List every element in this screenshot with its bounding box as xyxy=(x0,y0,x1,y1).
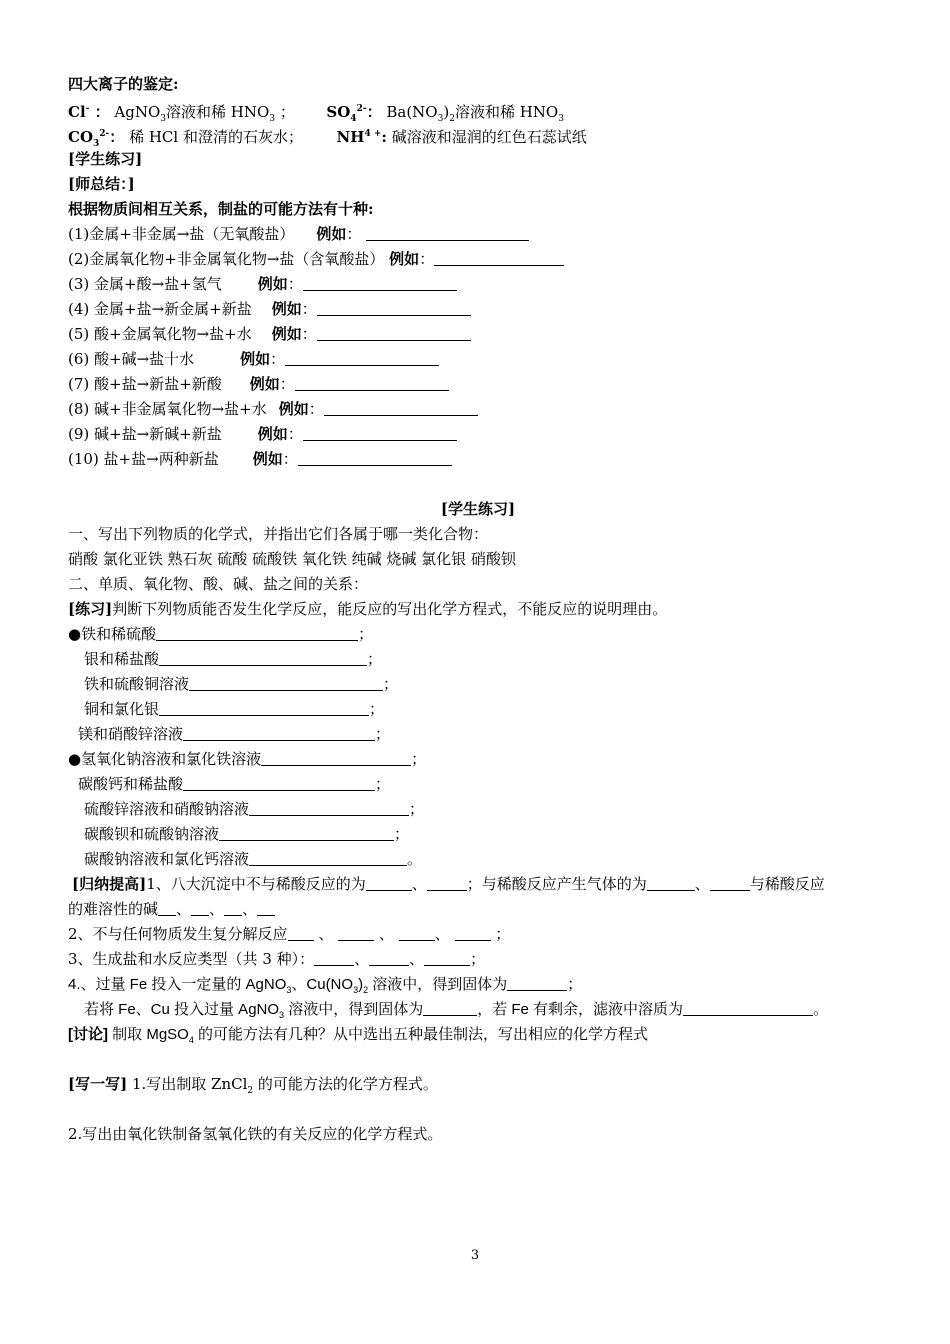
practice-title: [学生练习] xyxy=(440,500,516,518)
method-item: (6) 酸+碱→盐十水 例如： xyxy=(68,347,888,372)
answer-blank[interactable] xyxy=(427,875,467,891)
answer-blank[interactable] xyxy=(399,925,435,941)
page-number: 3 xyxy=(470,1248,480,1263)
practice-question-1: 一、写出下列物质的化学式，并指出它们各属于哪一类化合物： xyxy=(68,525,489,543)
document-page xyxy=(68,72,888,1147)
answer-blank[interactable] xyxy=(295,375,449,391)
summary-line-1: [归纳提高]1、八大沉淀中不与稀酸反应的为 、 ；与稀酸反应产生气体的为 、 与稀酸反应 xyxy=(72,875,825,893)
ions-line-2 xyxy=(68,122,888,147)
answer-blank[interactable] xyxy=(285,350,439,366)
co3-reagent: 稀 HCl 和澄清的石灰水； xyxy=(129,128,303,146)
answer-blank[interactable] xyxy=(303,275,457,291)
answer-blank[interactable] xyxy=(189,675,383,691)
nh4-label: $NH^{4 +}$: xyxy=(336,128,387,146)
answer-blank[interactable] xyxy=(288,925,314,941)
answer-blank[interactable] xyxy=(249,800,409,816)
methods-title: 根据物质间相互关系，制盐的可能方法有十种: xyxy=(68,200,374,218)
heading-teacher-summary: [师总结：] xyxy=(68,175,135,193)
bullet-icon: ● xyxy=(68,625,82,643)
reaction-list xyxy=(68,622,888,872)
answer-blank[interactable] xyxy=(366,875,412,891)
answer-blank[interactable] xyxy=(338,925,374,941)
so4-reagent: $Ba(NO_3)_2$溶液和稀 $HNO_3$ xyxy=(386,103,564,124)
method-item: (4) 金属+盐→新金属+新盐 例如： xyxy=(68,297,888,322)
answer-blank[interactable] xyxy=(317,325,471,341)
answer-blank[interactable] xyxy=(257,900,275,916)
reaction-item: 硫酸锌溶液和硝酸钠溶液 ； xyxy=(84,800,425,818)
ions-line-1 xyxy=(68,97,888,122)
method-item: (1)金属+非金属→盐（无氧酸盐） 例如： xyxy=(68,222,888,247)
reaction-item: 碳酸钠溶液和氯化钙溶液 。 xyxy=(84,850,423,868)
answer-blank[interactable] xyxy=(158,900,176,916)
summary-line-1b: 的难溶性的碱 、 、 、 xyxy=(68,897,888,922)
reaction-item: 铜和氯化银 ； xyxy=(84,700,385,718)
reaction-item: 碳酸钙和稀盐酸 ； xyxy=(78,775,391,793)
answer-blank[interactable] xyxy=(159,700,369,716)
answer-blank[interactable] xyxy=(423,1000,477,1016)
answer-blank[interactable] xyxy=(710,875,750,891)
method-item: (5) 酸+金属氧化物→盐+水 例如： xyxy=(68,322,888,347)
substance-list: 硝酸 氯化亚铁 熟石灰 硫酸 硫酸铁 氧化铁 纯碱 烧碱 氯化银 硝酸钡 xyxy=(68,550,516,568)
practice-question-2: 二、单质、氧化物、酸、碱、盐之间的关系： xyxy=(68,575,369,593)
answer-blank[interactable] xyxy=(298,450,452,466)
answer-blank[interactable] xyxy=(303,425,457,441)
cl-reagent: AgNO$_3$溶液和稀 $HNO_3$ ； xyxy=(114,103,295,124)
summary-line-3: 3、生成盐和水反应类型（共 3 种）： 、 、 ； xyxy=(68,950,486,968)
answer-blank[interactable] xyxy=(261,750,411,766)
cl-label: Cl- ： xyxy=(68,103,110,121)
method-item: (8) 碱+非金属氧化物→盐+水 例如： xyxy=(68,397,888,422)
answer-blank[interactable] xyxy=(183,725,375,741)
answer-blank[interactable] xyxy=(683,1000,813,1016)
summary-line-5: 若将 Fe、Cu 投入过量 AgNO$_3$ 溶液中，得到固体为 ，若 Fe 有剩余，滤液中溶质为 。 xyxy=(84,1001,829,1020)
write-line-2: 2.写出由氧化铁制备氢氧化铁的有关反应的化学方程式。 xyxy=(68,1125,443,1143)
method-item: (3) 金属+酸→盐+氢气 例如： xyxy=(68,272,888,297)
method-item: (7) 酸+盐→新盐+新酸 例如： xyxy=(68,372,888,397)
method-item: (10) 盐+盐→两种新盐 例如： xyxy=(68,447,888,472)
reaction-item: 银和稀盐酸 ； xyxy=(84,650,383,668)
answer-blank[interactable] xyxy=(249,850,407,866)
answer-blank[interactable] xyxy=(183,775,375,791)
method-item: (2)金属氧化物+非金属氧化物→盐（含氧酸盐） 例如： xyxy=(68,247,888,272)
answer-blank[interactable] xyxy=(455,925,491,941)
answer-blank[interactable] xyxy=(369,950,409,966)
exercise-instruction: [练习]判断下列物质能否发生化学反应，能反应的写出化学方程式，不能反应的说明理由。 xyxy=(68,600,668,618)
answer-blank[interactable] xyxy=(224,900,242,916)
reaction-item: 镁和硝酸锌溶液 ； xyxy=(78,725,391,743)
co3-label: $CO_3^{2-}$： xyxy=(68,128,125,149)
answer-blank[interactable] xyxy=(434,250,564,266)
method-item: (9) 碱+盐→新碱+新盐 例如： xyxy=(68,422,888,447)
answer-blank[interactable] xyxy=(314,950,354,966)
answer-blank[interactable] xyxy=(317,300,471,316)
bullet-icon: ● xyxy=(68,750,82,768)
write-line-1: [写一写] 1.写出制取 ZnCl$_2$ 的可能方法的化学方程式。 xyxy=(68,1075,438,1096)
answer-blank[interactable] xyxy=(366,225,529,241)
nh4-reagent: 碱溶液和湿润的红色石蕊试纸 xyxy=(391,128,587,146)
answer-blank[interactable] xyxy=(219,825,394,841)
answer-blank[interactable] xyxy=(507,975,567,991)
answer-blank[interactable] xyxy=(324,400,478,416)
answer-blank[interactable] xyxy=(159,650,367,666)
reaction-item: ●铁和稀硫酸 ； xyxy=(68,625,374,643)
reaction-item: 铁和硫酸铜溶液 ； xyxy=(84,675,399,693)
summary-line-2: 2、不与任何物质发生复分解反应 、 、 、 ； xyxy=(68,925,511,943)
reaction-item: 碳酸钡和硫酸钠溶液 ； xyxy=(84,825,410,843)
answer-blank[interactable] xyxy=(191,900,209,916)
answer-blank[interactable] xyxy=(647,875,695,891)
reaction-item: ●氢氧化钠溶液和氯化铁溶液 ； xyxy=(68,750,427,768)
ions-title: 四大离子的鉴定: xyxy=(68,75,179,93)
so4-label: $SO_4^{2-}$： xyxy=(326,103,382,124)
discussion-line: [讨论] 制取 MgSO$_4$ 的可能方法有几种？从中选出五种最佳制法，写出相应的化学方程式 xyxy=(68,1026,649,1045)
summary-line-4: 4.、过量 Fe 投入一定量的 AgNO$_3$、$Cu(NO_3)_2$ 溶液中，得到固体为 ； xyxy=(68,976,583,995)
heading-student-practice: [学生练习] xyxy=(68,150,143,168)
answer-blank[interactable] xyxy=(156,625,358,641)
methods-list xyxy=(68,222,888,472)
answer-blank[interactable] xyxy=(424,950,470,966)
